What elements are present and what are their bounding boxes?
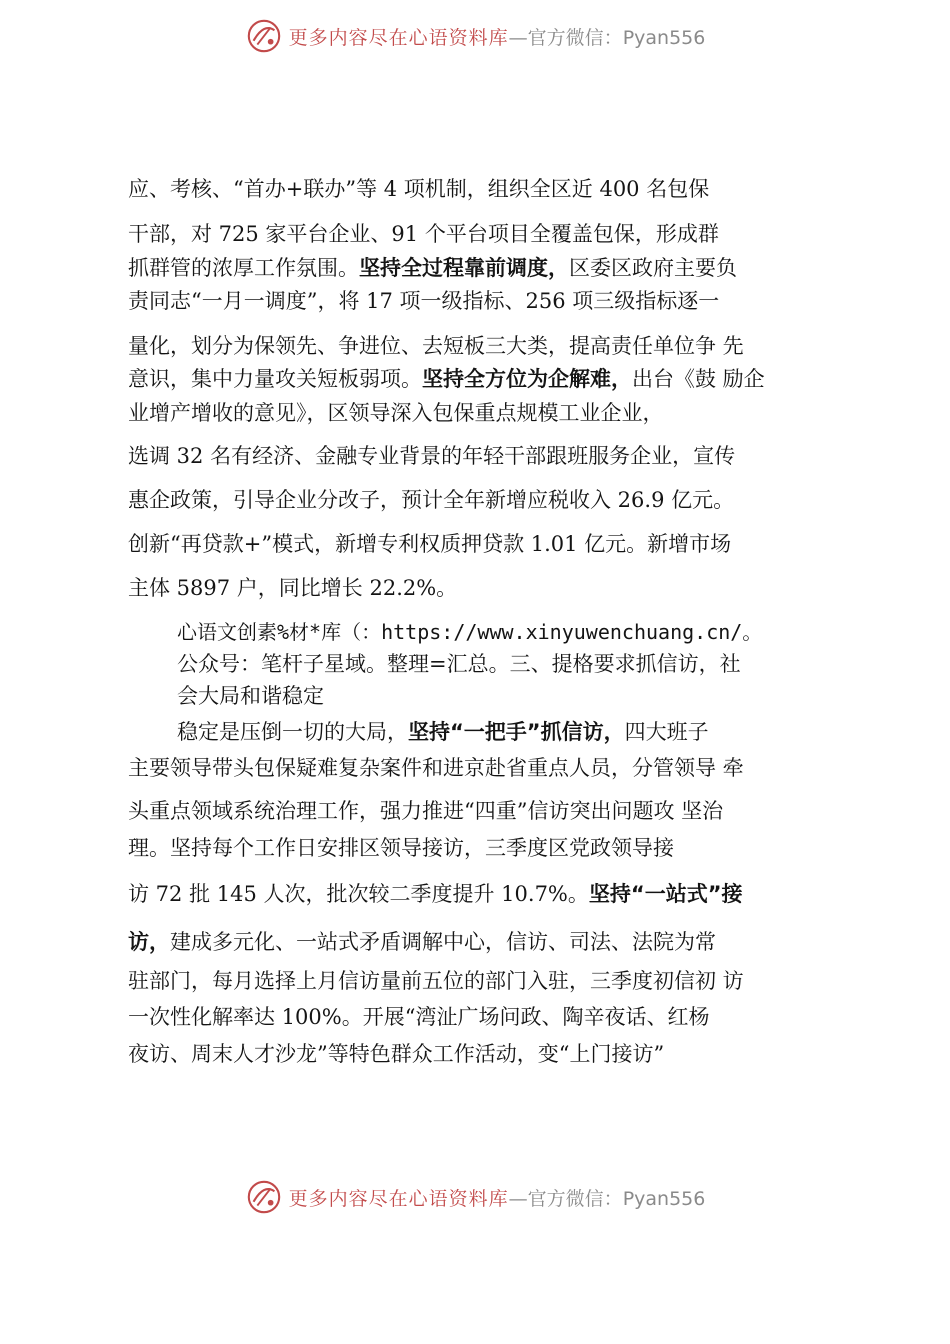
body-line: 稳定是压倒一切的大局，坚持“一把手”抓信访，四大班子 bbox=[177, 720, 709, 744]
body-line: 头重点领域系统治理工作，强力推进“四重”信访突出问题攻 坚治 bbox=[128, 799, 724, 823]
brand-logo-icon bbox=[245, 1178, 283, 1216]
bold-heading: 坚持全过程靠前调度， bbox=[359, 256, 569, 280]
body-line: 意识，集中力量攻关短板弱项。坚持全方位为企解难，出台《鼓 励企 bbox=[128, 367, 765, 391]
bold-heading: 坚持全方位为企解难， bbox=[422, 367, 632, 391]
body-line: 访 72 批 145 人次，批次较二季度提升 10.7%。坚持“一站式”接 bbox=[128, 882, 743, 906]
banner-wechat-label: 官方微信： bbox=[527, 26, 623, 49]
body-line: 责同志“一月一调度”，将 17 项一级指标、256 项三级指标逐一 bbox=[128, 289, 720, 313]
body-line: 访，建成多元化、一站式矛盾调解中心，信访、司法、法院为常 bbox=[128, 930, 716, 954]
banner-separator: — bbox=[508, 26, 528, 49]
header-banner bbox=[0, 16, 950, 56]
body-line: 理。坚持每个工作日安排区领导接访，三季度区党政领导接 bbox=[128, 836, 674, 860]
body-line: 应、考核、“首办+联办”等 4 项机制，组织全区近 400 名包保 bbox=[128, 177, 710, 201]
body-line: 夜访、周末人才沙龙”等特色群众工作活动，变“上门接访” bbox=[128, 1042, 665, 1066]
banner-wechat-id: Pyan556 bbox=[622, 26, 706, 49]
banner-slogan: 更多内容尽在心语资料库 bbox=[288, 1187, 509, 1210]
bold-heading: 坚持“一站式”接 bbox=[588, 882, 743, 906]
body-line: 会大局和谐稳定 bbox=[177, 684, 324, 708]
brand-logo-icon bbox=[245, 17, 283, 55]
body-line: 业增产增收的意见》，区领导深入包保重点规模工业企业， bbox=[128, 401, 664, 425]
body-line: 心语文创素%材*库（：https://www.xinyuwenchuang.cn/。 bbox=[177, 620, 763, 644]
bold-heading: 访， bbox=[128, 930, 170, 954]
banner-separator: — bbox=[508, 1187, 528, 1210]
body-line: 量化，划分为保领先、争进位、去短板三大类，提高责任单位争 先 bbox=[128, 334, 744, 358]
body-line: 驻部门，每月选择上月信访量前五位的部门入驻，三季度初信初 访 bbox=[128, 969, 744, 993]
bold-heading: 坚持“一把手”抓信访， bbox=[408, 720, 625, 744]
banner-text bbox=[289, 1184, 706, 1211]
body-line: 公众号：笔杆子星域。整理=汇总。三、提格要求抓信访，社 bbox=[177, 652, 741, 676]
body-line: 干部，对 725 家平台企业、91 个平台项目全覆盖包保，形成群 bbox=[128, 222, 719, 246]
banner-text bbox=[289, 23, 706, 50]
body-line: 主要领导带头包保疑难复杂案件和进京赴省重点人员，分管领导 牵 bbox=[128, 756, 744, 780]
banner-wechat-id: Pyan556 bbox=[622, 1187, 706, 1210]
body-line: 主体 5897 户，同比增长 22.2%。 bbox=[128, 576, 458, 600]
body-line: 抓群管的浓厚工作氛围。坚持全过程靠前调度，区委区政府主要负 bbox=[128, 256, 737, 280]
body-line: 一次性化解率达 100%。开展“湾沚广场问政、陶辛夜话、红杨 bbox=[128, 1005, 710, 1029]
body-line: 选调 32 名有经济、金融专业背景的年轻干部跟班服务企业，宣传 bbox=[128, 444, 736, 468]
banner-slogan: 更多内容尽在心语资料库 bbox=[288, 26, 509, 49]
body-line: 创新“再贷款+”模式，新增专利权质押贷款 1.01 亿元。新增市场 bbox=[128, 532, 732, 556]
body-line: 惠企政策，引导企业分改子，预计全年新增应税收入 26.9 亿元。 bbox=[128, 488, 735, 512]
footer-banner bbox=[0, 1177, 950, 1217]
banner-wechat-label: 官方微信： bbox=[527, 1187, 623, 1210]
